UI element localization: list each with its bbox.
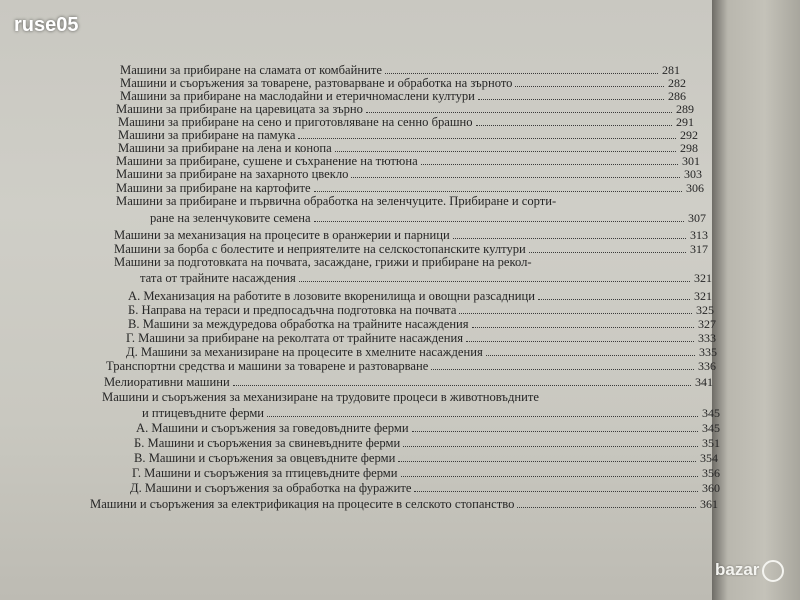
leader-dots — [476, 125, 672, 126]
toc-entry-page: 317 — [690, 242, 708, 256]
toc-entry-page: 292 — [680, 128, 698, 142]
toc-entry-page: 356 — [702, 466, 720, 480]
toc-entry-page: 360 — [702, 481, 720, 495]
logo-circle-icon — [762, 560, 784, 582]
toc-entry-title: Б. Машини и съоръжения за свиневъдните ферми — [134, 436, 401, 450]
leader-dots — [385, 73, 658, 74]
toc-entry-title: Машини за механизация на процесите в оранжерии и парници — [114, 228, 450, 242]
toc-entry-title: тата от трайните насаждения — [140, 271, 296, 285]
leader-dots — [314, 221, 684, 222]
leader-dots — [398, 461, 696, 462]
toc-entry-title: В. Машини за междуредова обработка на трайните насаждения — [128, 317, 469, 331]
toc-entry-page: 345 — [702, 421, 720, 435]
leader-dots — [233, 385, 691, 386]
toc-entry-title: Машини за борба с болестите и неприятелите на селскостопанските култури — [114, 242, 526, 256]
toc-entry-page: 298 — [680, 141, 698, 155]
toc-entry-title: Машини за подготовката на почвата, засаждане, грижи и прибиране на рекол- — [114, 255, 532, 269]
leader-dots — [299, 281, 690, 282]
toc-entry-title: ране на зеленчуковите семена — [150, 211, 311, 225]
toc-entry-page: 354 — [700, 451, 718, 465]
leader-dots — [351, 177, 680, 178]
toc-entry-page: 351 — [702, 436, 720, 450]
toc-entry-page: 333 — [698, 331, 716, 345]
toc-entry-title: Г. Машини за прибиране на реколтата от трайните насаждения — [126, 331, 464, 345]
leader-dots — [431, 369, 694, 370]
leader-dots — [486, 355, 695, 356]
leader-dots — [403, 446, 698, 447]
leader-dots — [472, 327, 694, 328]
bazar-logo — [715, 555, 795, 585]
toc-entry-title: Мелиоративни машини — [104, 375, 230, 389]
toc-entry-page: 327 — [698, 317, 716, 331]
leader-dots — [538, 299, 690, 300]
toc-entry-title: В. Машини и съоръжения за овцевъдните ферми — [134, 451, 396, 465]
toc-entry-title: Машини и съоръжения за товарене, разтоварване и обработка на зърното — [120, 76, 513, 90]
leader-dots — [401, 476, 698, 477]
leader-dots — [529, 252, 686, 253]
toc-entry-page: 307 — [688, 211, 706, 225]
toc-entry-title: Б. Направа на тераси и предпосадъчна подготовка на почвата — [128, 303, 457, 317]
toc-entry-title: Машини за прибиране на сено и приготовляване на сенно брашно — [118, 115, 473, 129]
toc-entry-page: 303 — [684, 167, 702, 181]
toc-entry-title: Машини за прибиране на сламата от комбайните — [120, 63, 382, 77]
leader-dots — [478, 99, 664, 100]
leader-dots — [366, 112, 672, 113]
leader-dots — [421, 164, 678, 165]
leader-dots — [414, 491, 698, 492]
toc-entry-title: Машини за прибиране, сушене и съхранение на тютюна — [116, 154, 418, 168]
toc-entry-title: Д. Машини за механизиране на процесите в хмелните насаждения — [126, 345, 483, 359]
toc-entry-title: Машини и съоръжения за електрификация на процесите в селското стопанство — [90, 497, 515, 511]
toc-entry-title: А. Машини и съоръжения за говедовъдните ферми — [136, 421, 409, 435]
bazar-logo-text: bazar — [715, 560, 760, 579]
toc-entry-title: Машини за прибиране на захарното цвекло — [116, 167, 349, 181]
toc-entry-page: 301 — [682, 154, 700, 168]
toc-entry-title: Транспортни средства и машини за товарене и разтоварване — [106, 359, 429, 373]
leader-dots — [466, 341, 694, 342]
toc-entry-title: и птицевъдните ферми — [142, 406, 265, 420]
toc-entry-page: 335 — [699, 345, 717, 359]
toc-entry-page: 306 — [686, 181, 704, 195]
toc-entry-page: 289 — [676, 102, 694, 116]
toc-entry-title: А. Механизация на работите в лозовите вкоренилища и овощни разсадници — [128, 289, 535, 303]
toc-entry-title: Д. Машини и съоръжения за обработка на фуражите — [130, 481, 412, 495]
toc-entry-page: 321 — [694, 271, 712, 285]
toc-entry-page: 291 — [676, 115, 694, 129]
leader-dots — [314, 191, 682, 192]
toc-entry-page: 361 — [700, 497, 718, 511]
leader-dots — [412, 431, 698, 432]
toc-entry-title: Машини за прибиране на лена и конопа — [118, 141, 332, 155]
toc-entry-title: Машини за прибиране и първична обработка на зеленчуците. Прибиране и сорти- — [116, 194, 557, 208]
leader-dots — [515, 86, 664, 87]
toc-entry-title: Машини за прибиране на картофите — [116, 181, 311, 195]
toc-entry-page: 336 — [698, 359, 716, 373]
toc-entry-title: Машини за прибиране на царевицата за зърно — [116, 102, 363, 116]
leader-dots — [453, 238, 686, 239]
leader-dots — [298, 138, 676, 139]
watermark-text: ruse05 — [14, 14, 79, 36]
toc-entry-page: 313 — [690, 228, 708, 242]
toc-entry-page: 286 — [668, 89, 686, 103]
toc-entry-page: 345 — [702, 406, 720, 420]
toc-entry-title: Машини и съоръжения за механизиране на трудовите процеси в животновъдните — [102, 390, 539, 404]
leader-dots — [459, 313, 692, 314]
toc-entry-title: Машини за прибиране на памука — [118, 128, 296, 142]
adjacent-page-edge — [712, 0, 800, 600]
toc-entry-page: 282 — [668, 76, 686, 90]
leader-dots — [335, 151, 676, 152]
toc-entry-title: Г. Машини и съоръжения за птицевъдните ферми — [132, 466, 398, 480]
toc-entry-page: 341 — [695, 375, 713, 389]
toc-entry-page: 281 — [662, 63, 680, 77]
leader-dots — [517, 507, 696, 508]
toc-entry-page: 321 — [694, 289, 712, 303]
toc-entry-title: Машини за прибиране на маслодайни и етеричномаслени култури — [120, 89, 475, 103]
toc-entry-page: 325 — [696, 303, 714, 317]
leader-dots — [267, 416, 698, 417]
